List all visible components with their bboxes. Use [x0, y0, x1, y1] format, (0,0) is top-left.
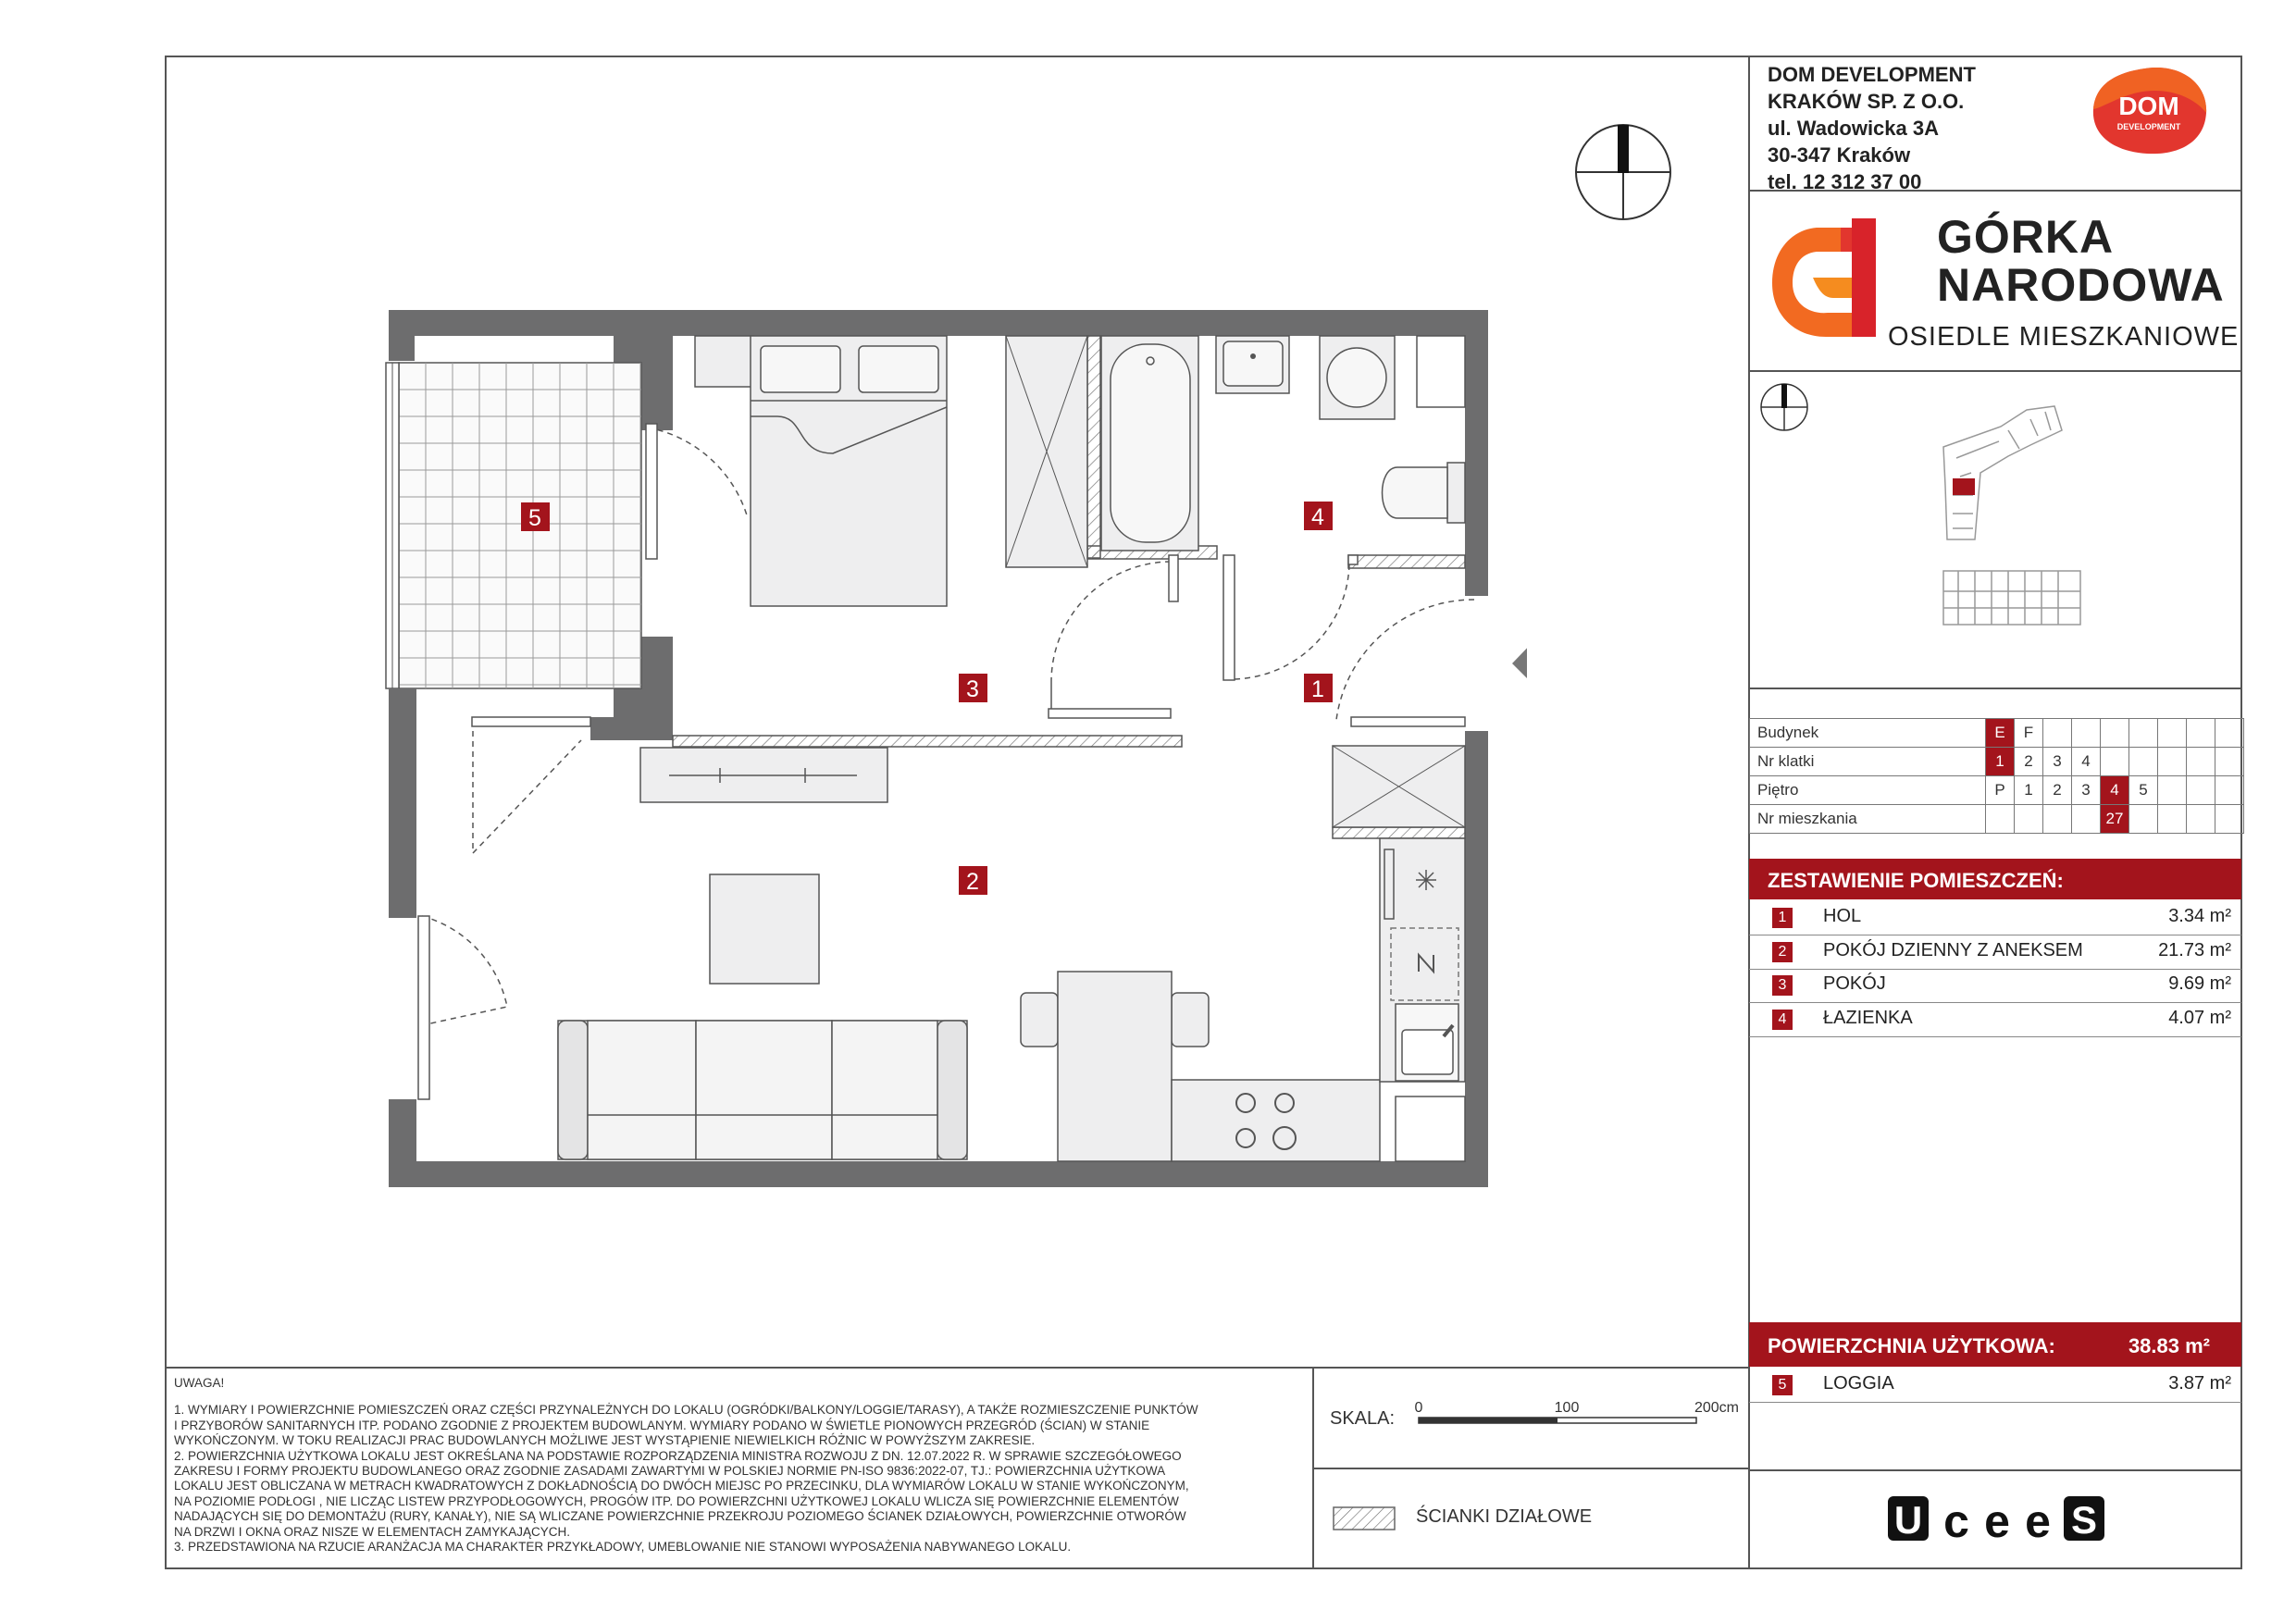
location-row — [1750, 776, 2244, 805]
exterior-wall — [1465, 310, 1488, 420]
room-row — [1768, 936, 2235, 970]
location-cell — [2101, 719, 2129, 748]
location-row-label: Nr mieszkania — [1750, 805, 1986, 834]
north-compass-icon — [1573, 122, 1673, 222]
room-label-1: 1 — [1311, 676, 1324, 702]
room-area: 9.69 m² — [2168, 973, 2231, 994]
entrance-arrow-icon — [1512, 638, 1527, 688]
room-number-badge: 5 — [1772, 1375, 1793, 1395]
location-cell — [2043, 719, 2072, 748]
location-cell: 1 — [1986, 748, 2015, 776]
room-area: 4.07 m² — [2168, 1007, 2231, 1028]
usable-area-value: 38.83 m² — [2128, 1334, 2210, 1357]
location-cell — [2187, 776, 2215, 805]
hall-cabinet — [1333, 746, 1465, 827]
room-row-divider — [1749, 1036, 2241, 1037]
room-name: POKÓJ DZIENNY Z ANEKSEM — [1823, 939, 2083, 960]
company-line: 30-347 Kraków — [1768, 143, 1911, 167]
notes-line: I PRZYBORÓW SANITARNYCH ITP. PODANO ZGODNIE Z PROJEKTEM BUDOWLANYM. WYMIARY PODANO W ŚWIETLE PIONOWYCH PRZEGRÓD (ŚCIAN) W STANIE — [174, 1418, 1150, 1432]
scale-tick: 200cm — [1694, 1400, 1740, 1416]
room-label-3: 3 — [966, 676, 979, 702]
ucees-logo — [1888, 1493, 2119, 1549]
washing-machine — [1320, 336, 1395, 419]
exterior-wall — [389, 688, 416, 696]
bed — [751, 336, 947, 606]
location-cell — [2215, 776, 2244, 805]
location-cell — [2072, 719, 2101, 748]
location-cell: P — [1986, 776, 2015, 805]
notes-line: WYKOŃCZONYM. W TOKU REALIZACJI PRAC BUDOWLANYCH MOŻLIWE JEST WYSTĄPIENIE NIEWIELKICH RÓŻNIC W POWYŻSZYM ZAKRESIE. — [174, 1433, 1036, 1448]
notes — [174, 1376, 1285, 1555]
ucees-letter: U — [1893, 1498, 1923, 1542]
location-cell — [2129, 748, 2158, 776]
location-cell — [2158, 719, 2187, 748]
footer-divider — [165, 1367, 1749, 1369]
legend-divider — [1312, 1468, 1749, 1469]
room-number-badge: 4 — [1772, 1010, 1793, 1030]
company-line: KRAKÓW SP. Z O.O. — [1768, 90, 1965, 113]
company-line: tel. 12 312 37 00 — [1768, 170, 1922, 193]
ucees-letter: S — [2070, 1498, 2098, 1542]
location-cell — [1986, 805, 2015, 834]
hatch-legend-icon — [1333, 1506, 1396, 1530]
dom-development-logo — [2090, 67, 2210, 155]
room-area: 3.34 m² — [2168, 906, 2231, 926]
notes-line: 2. POWIERZCHNIA UŻYTKOWA LOKALU JEST OKREŚLANA NA PODSTAWIE ROZPORZĄDZENIA MINISTRA ROZWOJU Z DN. 12.07.2022 R. W SPRAWIE SZCZEGÓŁOWEGO — [174, 1448, 1182, 1463]
location-cell — [2015, 805, 2043, 834]
location-table — [1749, 718, 2244, 834]
location-cell — [2129, 805, 2158, 834]
coffee-table — [710, 874, 819, 984]
notes-line: 3. PRZEDSTAWIONA NA RZUCIE ARANŻACJA MA CHARAKTER PRZYKŁADOWY, UMEBLOWANIE NIE STANOWI WYPOSAŻENIA NABYWANEGO LOKALU. — [174, 1540, 1072, 1555]
logo-text: DOM — [2118, 92, 2179, 120]
location-cell: 27 — [2101, 805, 2129, 834]
notes-line: LOKALU JEST OBLICZANA W METRACH KWADRATOWYCH Z DOKŁADNOŚCIĄ DO DWÓCH MIEJSC PO PRZECINKU, DLA WYMIARÓW LOKALU W STANIE WYKOŃCZONYM, — [174, 1479, 1189, 1493]
logo-subtext: DEVELOPMENT — [2116, 122, 2181, 131]
room-label-4: 4 — [1311, 504, 1324, 530]
sidebar-line — [1749, 688, 2241, 689]
sidebar-line — [1749, 370, 2241, 372]
key-plan-map — [1934, 393, 2091, 634]
location-cell — [2129, 719, 2158, 748]
location-cell — [2101, 748, 2129, 776]
scale-bar — [1411, 1395, 1744, 1432]
room-label-5: 5 — [528, 505, 541, 531]
rooms-header: ZESTAWIENIE POMIESZCZEŃ: — [1749, 859, 2241, 899]
location-row — [1750, 748, 2244, 776]
shower — [1006, 336, 1087, 567]
location-cell — [2158, 776, 2187, 805]
location-cell — [2158, 805, 2187, 834]
room-row — [1768, 970, 2235, 1003]
ucees-letter: e — [1984, 1495, 2010, 1544]
location-cell — [2215, 719, 2244, 748]
notes-line: 1. WYMIARY I POWIERZCHNIE POMIESZCZEŃ ORAZ CZĘŚCI PRZYNALEŻNYCH DO LOKALU (OGRÓDKI/BALKONY/LOGGIE/TARASY), A TAKŻE ROZMIESZCZENIE PUNKTÓW — [174, 1403, 1198, 1418]
room-area: 21.73 m² — [2158, 939, 2231, 960]
project-name-line: NARODOWA — [1937, 259, 2225, 311]
room-row — [1768, 1004, 2235, 1037]
north-compass-small-icon — [1759, 382, 1809, 432]
location-row-label: Piętro — [1750, 776, 1986, 805]
usable-area-label: POWIERZCHNIA UŻYTKOWA: — [1768, 1334, 2055, 1357]
location-row-label: Budynek — [1750, 719, 1986, 748]
desk — [640, 748, 887, 802]
kitchen-sink — [1396, 1004, 1458, 1081]
ucees-letter: c — [1943, 1495, 1969, 1544]
loggia-floor — [386, 363, 641, 688]
floor-plan — [379, 305, 1527, 1203]
cabinet — [695, 336, 753, 387]
location-row — [1750, 719, 2244, 748]
project-name — [1937, 213, 2225, 309]
location-cell: 2 — [2015, 748, 2043, 776]
notes-line: NA POZIOMIE PODŁOGI , NIE LICZĄC LISTEW PRZYPODŁOGOWYCH, PROGÓW ITP. DO POWIERZCHNI UŻYTKOWEJ LOKALU WLICZA SIĘ POWIERZCHNIE ELEMENTÓW — [174, 1493, 1179, 1508]
scale-tick: 100 — [1554, 1400, 1580, 1416]
location-row-label: Nr klatki — [1750, 748, 1986, 776]
room-area: 3.87 m² — [2168, 1373, 2231, 1394]
usable-area-bar — [1749, 1322, 2241, 1367]
ucees-letter: e — [2025, 1495, 2051, 1544]
partition-walls-label: ŚCIANKI DZIAŁOWE — [1416, 1506, 1593, 1527]
shaft — [1396, 1096, 1465, 1161]
location-cell: 5 — [2129, 776, 2158, 805]
location-cell — [2187, 805, 2215, 834]
room-row — [1768, 902, 2235, 935]
sidebar-line — [1749, 1469, 2241, 1471]
room-number-badge: 3 — [1772, 975, 1793, 996]
location-cell: 3 — [2043, 748, 2072, 776]
location-cell: 4 — [2072, 748, 2101, 776]
location-cell — [2187, 748, 2215, 776]
notes-line: NA DRZWI I OKNA ORAZ NISZE W ELEMENTACH ZAMYKAJĄCYCH. — [174, 1524, 571, 1539]
notes-title: UWAGA! — [174, 1376, 225, 1390]
scale-label: SKALA: — [1330, 1408, 1396, 1429]
company-line: DOM DEVELOPMENT — [1768, 63, 1976, 86]
toilet — [1383, 463, 1466, 523]
location-cell — [2158, 748, 2187, 776]
room-row — [1768, 1369, 2235, 1403]
location-cell: 4 — [2101, 776, 2129, 805]
bathroom-sink — [1216, 336, 1289, 393]
project-subtitle: OSIEDLE MIESZKANIOWE — [1888, 322, 2240, 352]
gorka-narodowa-logo — [1772, 218, 1888, 348]
location-cell: 1 — [2015, 776, 2043, 805]
location-cell: E — [1986, 719, 2015, 748]
shaft — [1417, 336, 1465, 407]
company-line: ul. Wadowicka 3A — [1768, 117, 1940, 140]
room-number-badge: 1 — [1772, 908, 1793, 928]
room-name: POKÓJ — [1823, 973, 1886, 994]
room-name: LOGGIA — [1823, 1373, 1894, 1394]
sofa — [558, 1021, 967, 1159]
notes-line: NADAJĄCYCH SIĘ DO DEMONTAŻU (RURY, KANAŁY), NIE SĄ WLICZANE POWIERZCHNIE PRZEKROJU POZIOMEGO ŚCIANEK DZIAŁOWYCH, POWIERZCHNIE OTWORÓW — [174, 1509, 1186, 1524]
scale-tick: 0 — [1414, 1400, 1423, 1416]
location-cell: 2 — [2043, 776, 2072, 805]
project-name-line: GÓRKA — [1937, 211, 2115, 263]
company-info — [1768, 61, 1976, 195]
room-name: ŁAZIENKA — [1823, 1007, 1913, 1028]
bathtub — [1101, 336, 1198, 551]
notes-line: ZAKRESU I FORMY PROJEKTU BUDOWLANEGO ORAZ ZGODNIE ZASADAMI ZAWARTYMI W POLSKIEJ NORMIE PN-ISO 9836:2022-07, TJ.: POWIERZCHNIA UŻYTKOWA — [174, 1464, 1166, 1479]
room-name: HOL — [1823, 906, 1862, 926]
room-row-divider — [1749, 1402, 2241, 1403]
location-cell: F — [2015, 719, 2043, 748]
location-row — [1750, 805, 2244, 834]
location-cell — [2043, 805, 2072, 834]
freezer-icon — [1416, 870, 1436, 890]
location-cell — [2187, 719, 2215, 748]
notes-body — [174, 1403, 1285, 1555]
location-cell — [2072, 805, 2101, 834]
location-cell — [2215, 748, 2244, 776]
location-cell: 3 — [2072, 776, 2101, 805]
room-number-badge: 2 — [1772, 942, 1793, 962]
location-cell — [2215, 805, 2244, 834]
room-label-2: 2 — [966, 869, 979, 895]
